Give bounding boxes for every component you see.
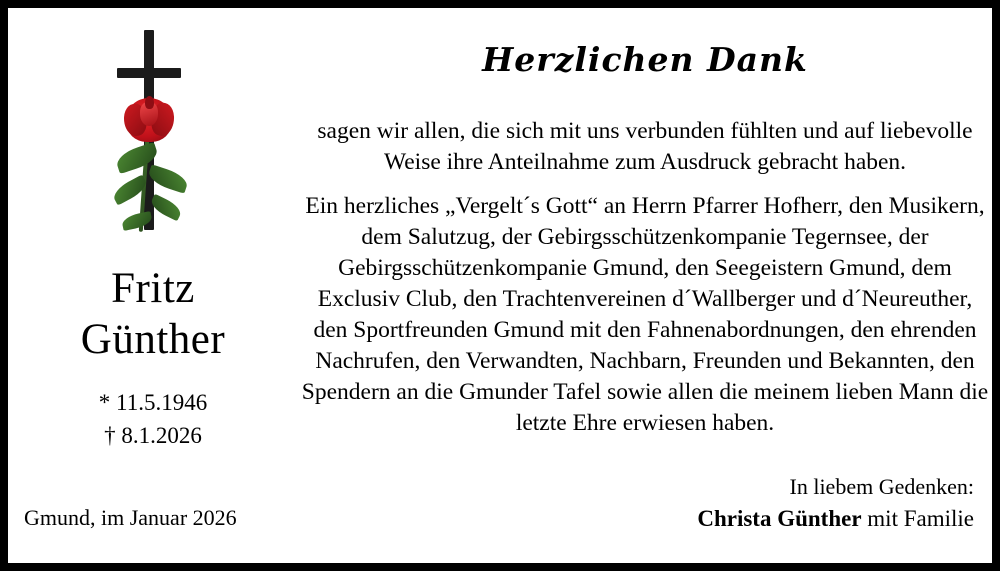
closing-label: In liebem Gedenken: xyxy=(789,474,974,499)
signer-name: Christa Günther xyxy=(697,506,862,531)
place-and-date: Gmund, im Januar 2026 xyxy=(24,505,237,530)
rose-bloom-icon xyxy=(126,94,172,144)
cross-with-rose-emblem xyxy=(100,30,220,245)
deceased-name xyxy=(8,263,298,365)
deceased-first-name: Fritz xyxy=(111,265,195,312)
signer-suffix: mit Familie xyxy=(861,506,974,531)
thanks-paragraph-1: sagen wir allen, die sich mit uns verbunden fühlten und auf liebevolle Weise ihre Anteilnahme zum Ausdruck gebracht haben. xyxy=(317,118,973,175)
death-date: † 8.1.2026 xyxy=(104,423,202,448)
cross-crossbar-icon xyxy=(117,68,181,78)
right-column xyxy=(298,8,992,563)
life-dates xyxy=(8,386,298,452)
closing-signature xyxy=(298,506,974,532)
card-inner xyxy=(8,8,992,563)
left-column xyxy=(8,8,298,563)
birth-date: * 11.5.1946 xyxy=(98,390,208,415)
thanks-paragraph-2: Ein herzliches „Vergelt´s Gott“ an Herrn Pfarrer Hofherr, den Musikern, dem Salutzug, der Gebirgsschützenkompanie Tegernsee, der Gebirgsschützenkompanie Gmund, den Seegeistern Gmund, dem Exclusiv Club, den Trachtenvereinen d´Wallberger und d´Neureuther, den Sportfreunden Gmund mit den Fahnenabordnungen, den ehrenden Nachrufen, den Verwandten, Nachbarn, Freunden und Bekannten, den Spendern an die Gmunder Tafel sowie allen die meinem lieben Mann die letzte Ehre erwiesen haben. xyxy=(301,193,989,436)
rose-petal-tip-icon xyxy=(145,96,154,109)
page-title: Herzlichen Dank xyxy=(482,40,808,79)
deceased-last-name: Günther xyxy=(80,316,226,363)
